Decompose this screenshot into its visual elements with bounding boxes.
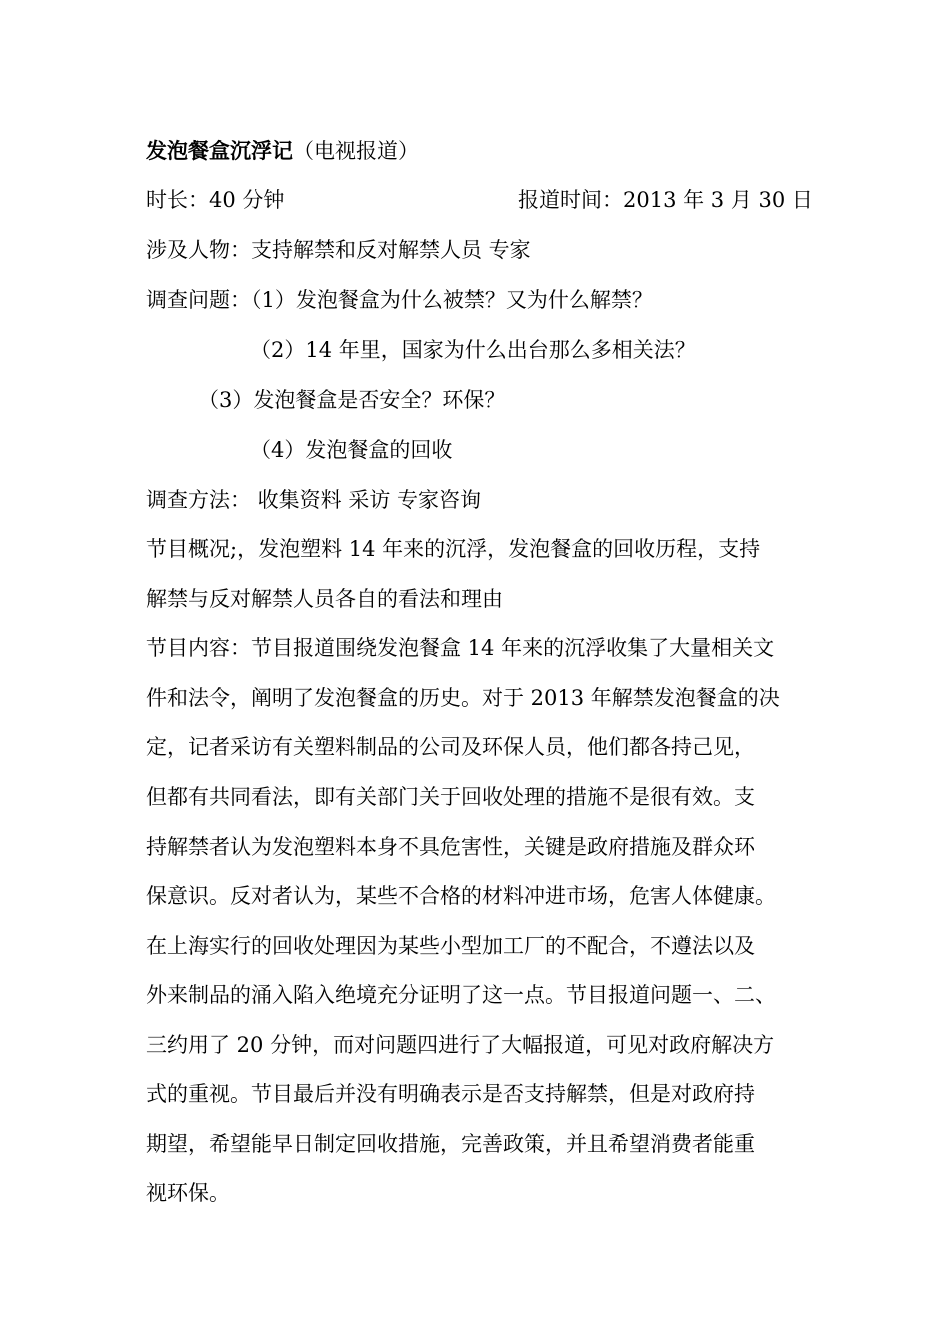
content-line: 节目内容：节目报道围绕发泡餐盒 14 年来的沉浮收集了大量相关文 <box>146 636 775 660</box>
people-involved: 涉及人物：支持解禁和反对解禁人员 专家 <box>146 238 531 262</box>
question-2: （2）14 年里，国家为什么出台那么多相关法？ <box>250 338 696 362</box>
content-line: 定，记者采访有关塑料制品的公司及环保人员，他们都各持己见， <box>146 735 755 759</box>
title-main: 发泡餐盒沉浮记 <box>146 138 293 163</box>
title-subtitle: （电视报道） <box>293 139 419 163</box>
document-title <box>146 138 419 164</box>
overview-line: 解禁与反对解禁人员各自的看法和理由 <box>146 587 503 611</box>
content-line: 在上海实行的回收处理因为某些小型加工厂的不配合，不遵法以及 <box>146 934 755 958</box>
question-1: （1）发泡餐盒为什么被禁？又为什么解禁？ <box>251 288 653 312</box>
question-1-row <box>146 287 653 313</box>
content-line: 视环保。 <box>146 1181 230 1205</box>
question-4: （4）发泡餐盒的回收 <box>250 438 453 462</box>
content-line: 保意识。反对者认为，某些不合格的材料冲进市场，危害人体健康。 <box>146 884 776 908</box>
content-line: 期望，希望能早日制定回收措施，完善政策，并且希望消费者能重 <box>146 1132 755 1156</box>
meta-row <box>146 187 906 213</box>
content-line: 但都有共同看法，即有关部门关于回收处理的措施不是很有效。支 <box>146 785 755 809</box>
questions-label: 调查问题： <box>146 288 251 312</box>
report-date: 报道时间：2013 年 3 月 30 日 <box>518 188 813 212</box>
content-line: 外来制品的涌入陷入绝境充分证明了这一点。节目报道问题一、二、 <box>146 983 776 1007</box>
content-line: 三约用了 20 分钟，而对问题四进行了大幅报道，可见对政府解决方 <box>146 1033 775 1057</box>
content-line: 持解禁者认为发泡塑料本身不具危害性，关键是政府措施及群众环 <box>146 835 755 859</box>
overview-line: 节目概况;，发泡塑料 14 年来的沉浮，发泡餐盒的回收历程，支持 <box>146 537 761 561</box>
content-line: 式的重视。节目最后并没有明确表示是否支持解禁，但是对政府持 <box>146 1082 755 1106</box>
question-3: （3）发泡餐盒是否安全？环保？ <box>198 388 506 412</box>
investigation-method: 调查方法： 收集资料 采访 专家咨询 <box>146 488 482 512</box>
duration: 时长：40 分钟 <box>146 188 285 212</box>
content-line: 件和法令，阐明了发泡餐盒的历史。对于 2013 年解禁发泡餐盒的决 <box>146 686 780 710</box>
